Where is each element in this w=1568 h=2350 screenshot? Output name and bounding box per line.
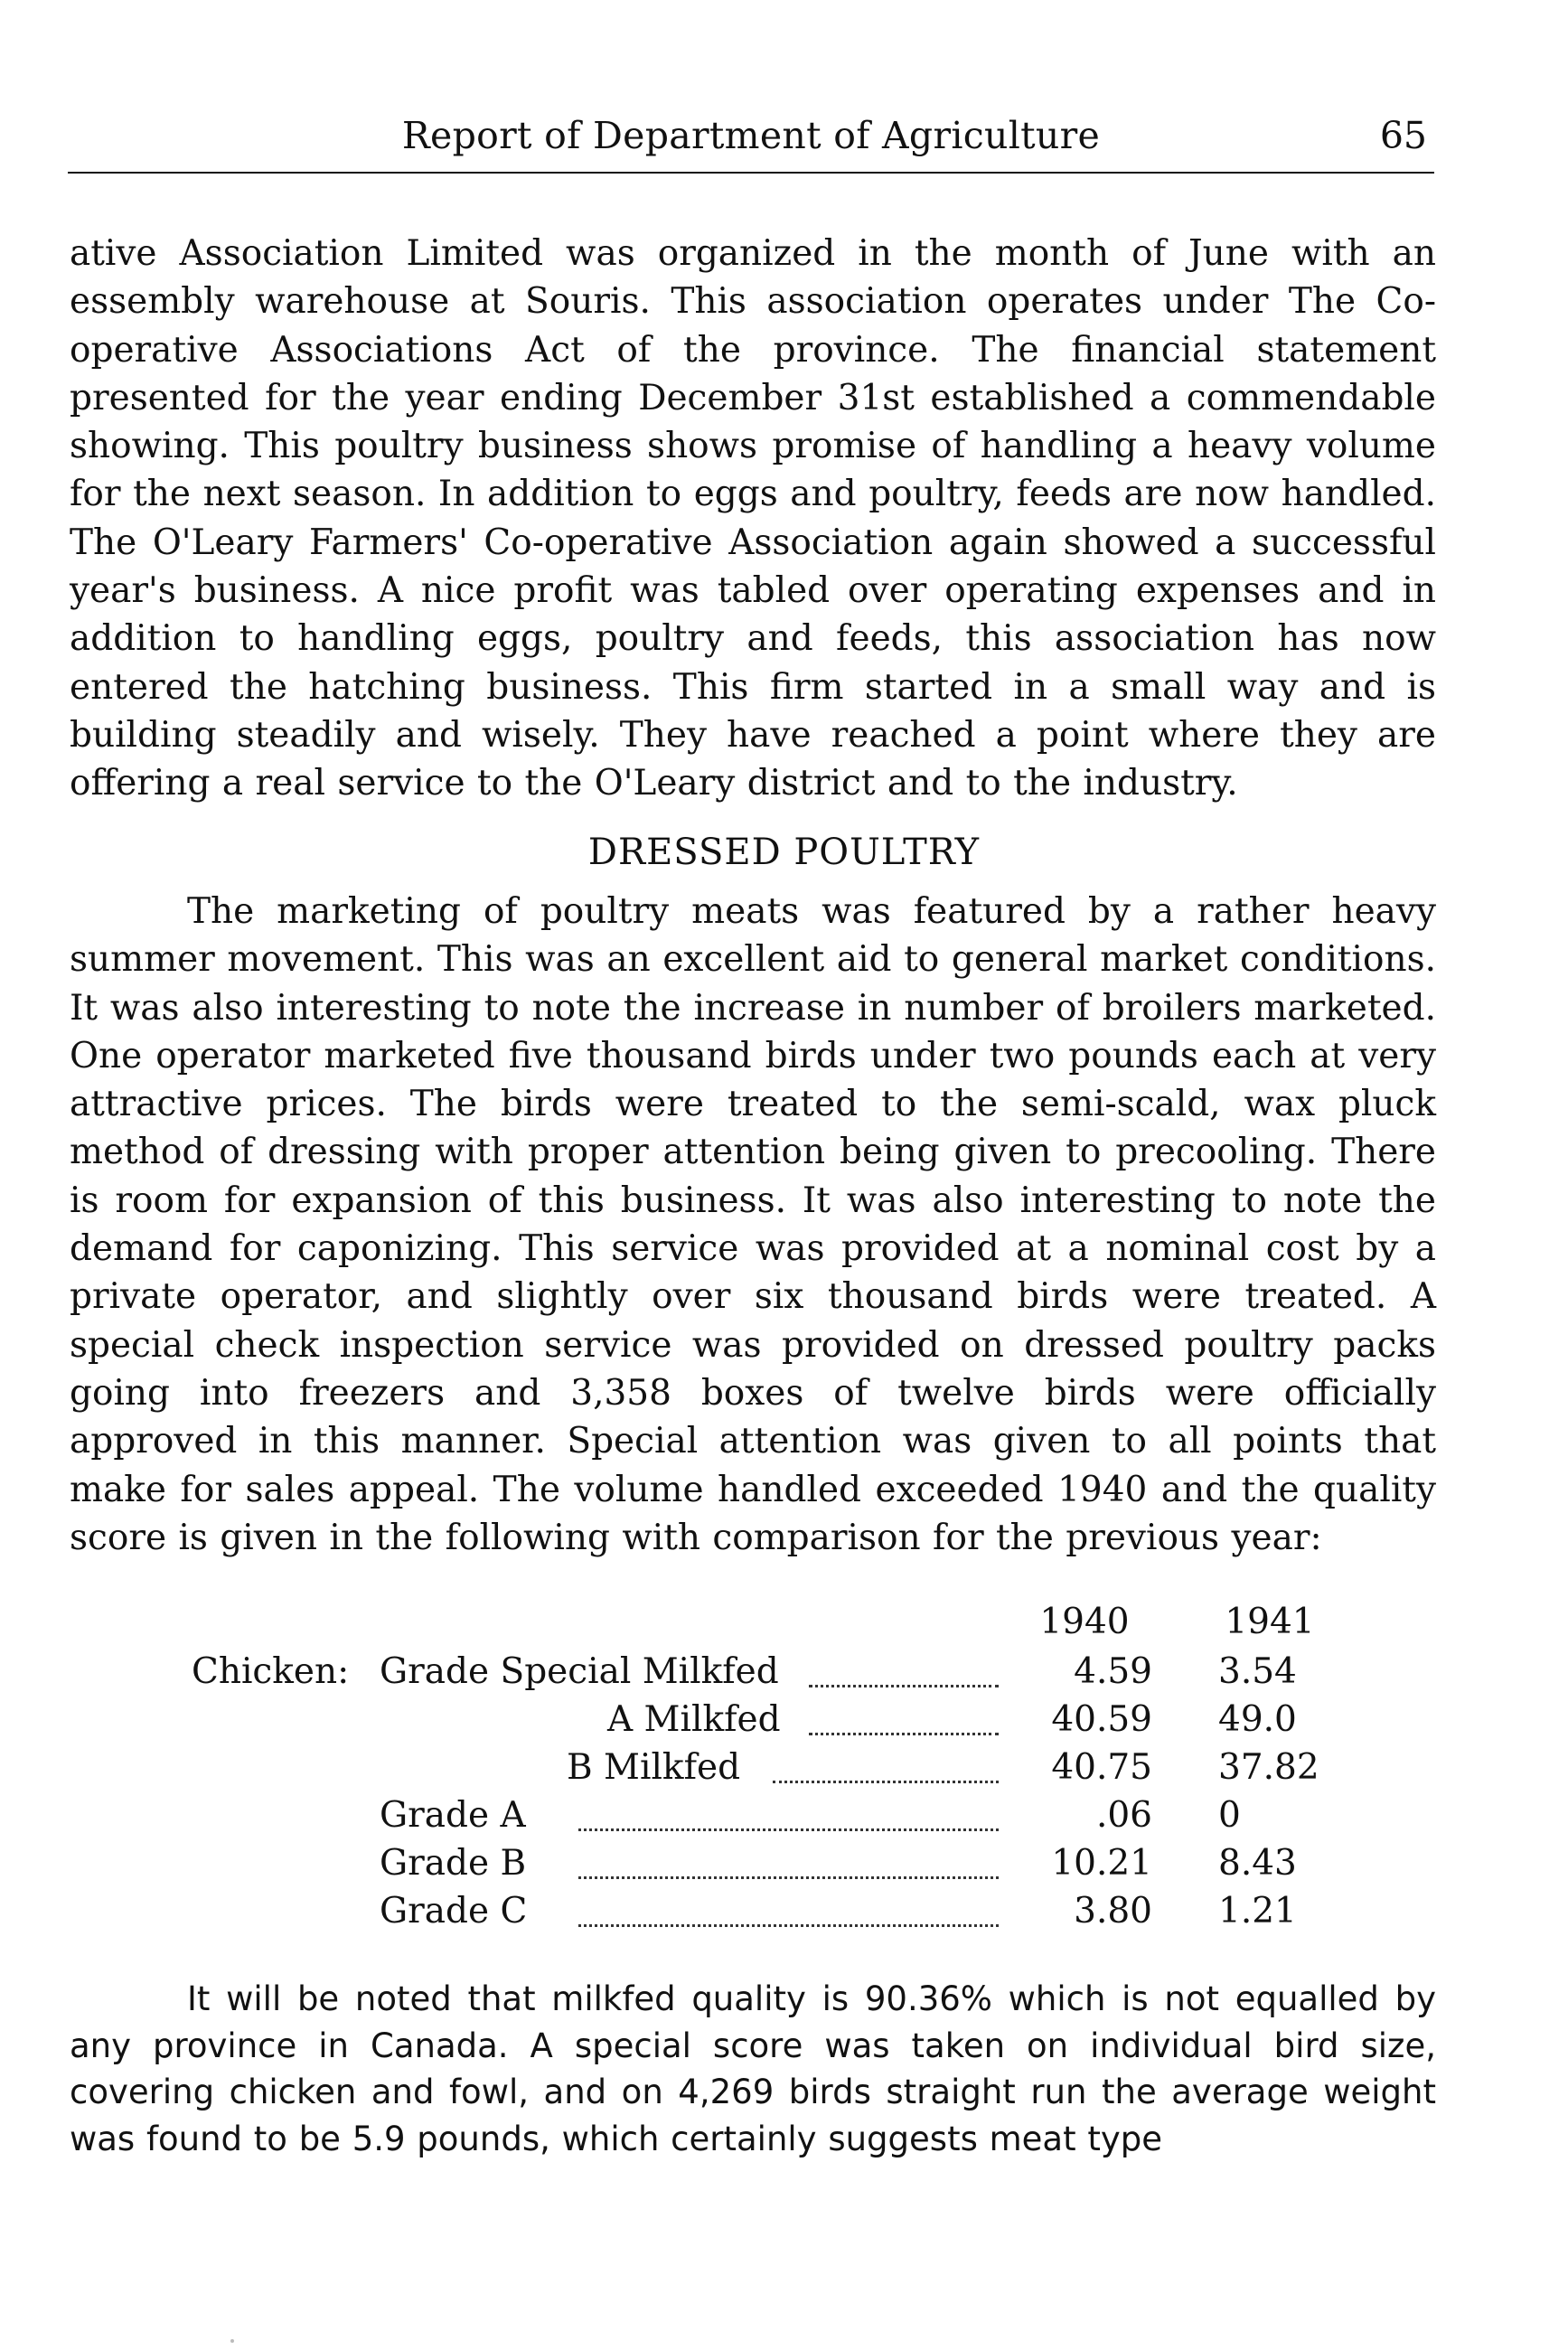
table-row-label: Grade C <box>380 1891 528 1932</box>
table-row-label: Grade Special Milkfed <box>380 1651 779 1692</box>
column-header-1940: 1940 <box>1039 1602 1130 1642</box>
dot-leader <box>578 1876 999 1879</box>
table-cell-1941: 8.43 <box>1218 1843 1297 1884</box>
row-group-label: Chicken: <box>192 1651 350 1692</box>
column-header-1941: 1941 <box>1225 1602 1315 1642</box>
table-cell-1940: 10.21 <box>1051 1843 1152 1884</box>
running-title: Report of Department of Agriculture <box>401 114 1101 157</box>
page-number: 65 <box>1379 114 1427 157</box>
running-header <box>68 98 1434 174</box>
paragraph-milkfed-quality: It will be noted that milkfed quality is 90.36% which is not equalled by any province in Canada. A special score was taken on individual bird size, covering chicken and fowl, and on 4,269 birds straight run the average weight was found to be 5.9 pounds, which certainly suggests meat type <box>70 1979 1436 2158</box>
table-cell-1941: 37.82 <box>1218 1747 1319 1788</box>
table-cell-1940: 4.59 <box>1074 1651 1152 1692</box>
scan-speck <box>230 2339 234 2343</box>
dot-leader <box>578 1924 999 1927</box>
table-cell-1940: .06 <box>1095 1795 1152 1836</box>
dot-leader <box>809 1733 999 1735</box>
paragraph-cooperatives: ative Association Limited was organized in the month of June with an essembly warehouse at Souris. This association operates under The Co-operative Associations Act of the province. The financial statement presented for the year ending December 31st established a commendable showing. This poultry business shows promise of handling a heavy volume for the next season. In addition to eggs and poultry, feeds are now handled. The O'Leary Farmers' Co-operative Association again showed a successful year's business. A nice profit was tabled over operating expenses and in addition to handling eggs, poultry and feeds, this association has now entered the hatching business. This firm started in a small way and is building steadily and wisely. They have reached a point where they are offering a real service to the O'Leary district and to the industry. <box>70 233 1436 804</box>
table-row-label: Grade B <box>380 1843 527 1884</box>
table-cell-1940: 40.59 <box>1051 1699 1152 1740</box>
table-cell-1941: 49.0 <box>1218 1699 1297 1740</box>
dot-leader <box>578 1828 999 1831</box>
table-row-label: B Milkfed <box>567 1747 741 1788</box>
section-heading: DRESSED POULTRY <box>587 832 981 873</box>
dot-leader <box>773 1781 999 1783</box>
table-cell-1941: 0 <box>1218 1795 1241 1836</box>
table-cell-1941: 1.21 <box>1218 1891 1297 1932</box>
table-cell-1940: 40.75 <box>1051 1747 1152 1788</box>
table-row-label: Grade A <box>380 1795 526 1836</box>
paragraph-dressed-poultry: The marketing of poultry meats was featured by a rather heavy summer movement. This was an excellent aid to general market conditions. It was also interesting to note the increase in number of broilers marketed. One operator marketed five thousand birds under two pounds each at very attractive prices. The birds were treated to the semi-scald, wax pluck method of dressing with proper attention being given to precooling. There is room for expansion of this business. It was also interesting to note the demand for caponizing. This service was provided at a nominal cost by a private operator, and slightly over six thousand birds were treated. A special check inspection service was provided on dressed poultry packs going into freezers and 3,358 boxes of twelve birds were officially approved in this manner. Special attention was given to all points that make for sales appeal. The volume handled exceeded 1940 and the quality score is given in the following with comparison for the previous year: <box>70 891 1436 1558</box>
dot-leader <box>809 1685 999 1687</box>
table-cell-1940: 3.80 <box>1074 1891 1152 1932</box>
table-row-label: A Milkfed <box>607 1699 781 1740</box>
quality-score-table <box>0 1602 1568 1963</box>
table-cell-1941: 3.54 <box>1218 1651 1297 1692</box>
